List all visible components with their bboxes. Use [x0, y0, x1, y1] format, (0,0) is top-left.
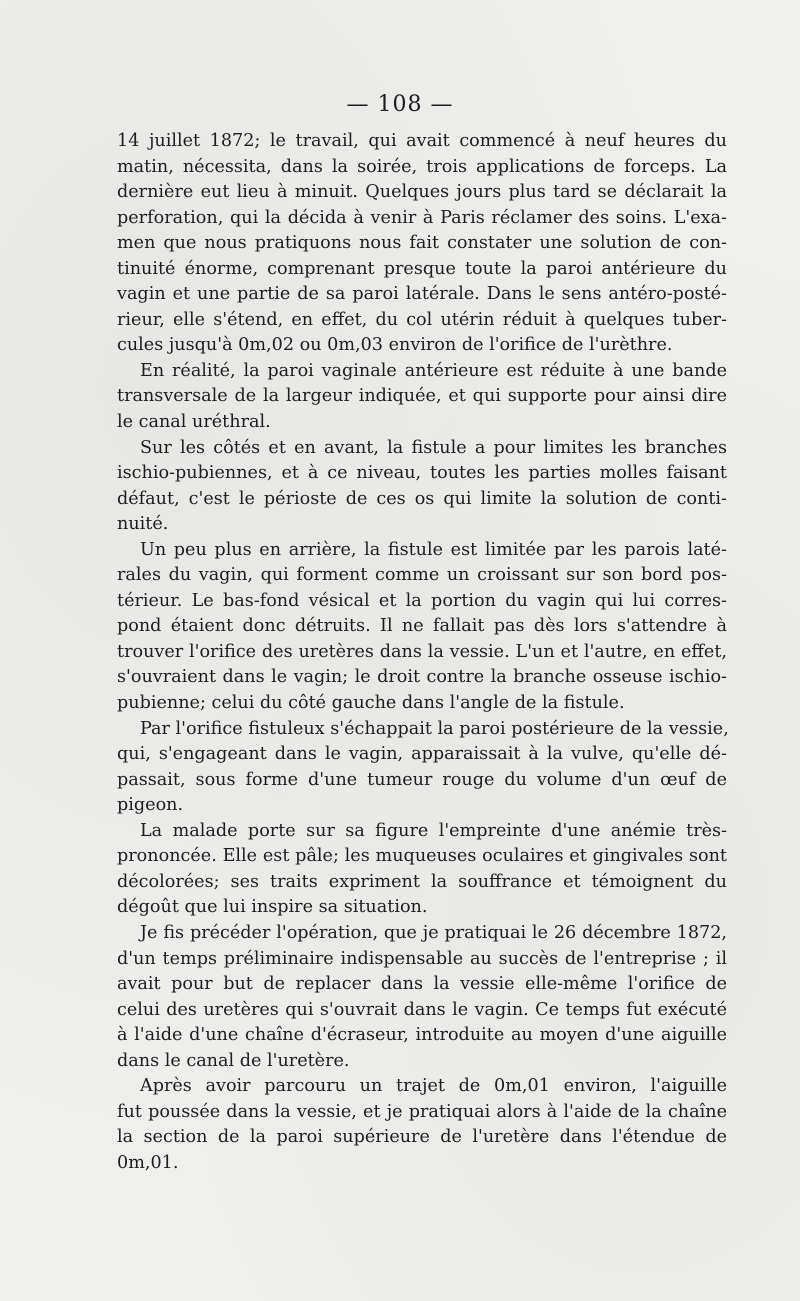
text-line: térieur. Le bas-fond vésical et la portion du vagin qui lui corres-: [117, 590, 727, 611]
text-line: rieur, elle s'étend, en effet, du col utérin réduit à quelques tuber-: [117, 309, 727, 330]
text-line: le canal uréthral.: [117, 412, 271, 433]
text-line: 0m,01.: [117, 1152, 179, 1173]
paragraph: [117, 1074, 727, 1176]
text-line: transversale de la largeur indiquée, et qui supporte pour ainsi dire: [117, 386, 727, 407]
text-line: pigeon.: [117, 795, 184, 816]
text-line: 14 juillet 1872; le travail, qui avait commencé à neuf heures du: [117, 131, 727, 151]
text-line: Après avoir parcouru un trajet de 0m,01 environ, l'aiguille: [140, 1076, 727, 1097]
text-line: Par l'orifice fistuleux s'échappait la paroi postérieure de la vessie,: [140, 718, 729, 739]
text-line: passait, sous forme d'une tumeur rouge du volume d'un œuf de: [117, 769, 727, 790]
text-line: Un peu plus en arrière, la fistule est limitée par les parois laté-: [140, 539, 727, 560]
paragraph: [117, 538, 727, 717]
text-line: perforation, qui la décida à venir à Paris réclamer des soins. L'exa-: [117, 207, 727, 228]
text-line: dernière eut lieu à minuit. Quelques jours plus tard se déclarait la: [117, 182, 727, 203]
text-line: dans le canal de l'uretère.: [117, 1050, 350, 1071]
text-line: rales du vagin, qui forment comme un croissant sur son bord pos-: [117, 565, 727, 586]
text-line: tinuité énorme, comprenant presque toute la paroi antérieure du: [117, 258, 727, 279]
text-line: défaut, c'est le périoste de ces os qui limite la solution de conti-: [117, 488, 727, 509]
text-line: Je fis précéder l'opération, que je pratiquai le 26 décembre 1872,: [140, 922, 727, 943]
text-line: Sur les côtés et en avant, la fistule a pour limites les branches: [140, 437, 727, 458]
text-line: la section de la paroi supérieure de l'uretère dans l'étendue de: [117, 1127, 727, 1148]
text-line: men que nous pratiquons nous fait constater une solution de con-: [117, 233, 727, 254]
body-text: [117, 129, 727, 1176]
paragraph: [117, 359, 727, 436]
text-line: trouver l'orifice des uretères dans la vessie. L'un et l'autre, en effet,: [117, 641, 727, 662]
text-line: pond étaient donc détruits. Il ne fallait pas dès lors s'attendre à: [117, 616, 727, 637]
text-line: dégoût que lui inspire sa situation.: [117, 897, 428, 918]
text-line: fut poussée dans la vessie, et je pratiquai alors à l'aide de la chaîne: [117, 1101, 727, 1122]
text-line: cules jusqu'à 0m,02 ou 0m,03 environ de l'orifice de l'urèthre.: [117, 335, 673, 356]
text-line: celui des uretères qui s'ouvrait dans le vagin. Ce temps fut exécuté: [117, 999, 727, 1020]
text-line: d'un temps préliminaire indispensable au succès de l'entreprise ; il: [117, 948, 727, 969]
page-number: — 108 —: [346, 92, 454, 117]
text-line: prononcée. Elle est pâle; les muqueuses oculaires et gingivales sont: [117, 846, 727, 867]
paragraph: [117, 819, 727, 921]
paragraph: [117, 717, 727, 819]
text-line: vagin et une partie de sa paroi latérale. Dans le sens antéro-posté-: [117, 284, 727, 305]
text-line: En réalité, la paroi vaginale antérieure est réduite à une bande: [140, 360, 727, 381]
text-line: s'ouvraient dans le vagin; le droit contre la branche osseuse ischio-: [117, 667, 727, 688]
paragraph: [117, 436, 727, 538]
paragraph: [117, 921, 727, 1074]
text-line: décolorées; ses traits expriment la souffrance et témoignent du: [117, 871, 727, 892]
text-line: pubienne; celui du côté gauche dans l'angle de la fistule.: [117, 693, 625, 714]
text-line: avait pour but de replacer dans la vessie elle-même l'orifice de: [117, 974, 727, 995]
text-line: à l'aide d'une chaîne d'écraseur, introduite au moyen d'une aiguille: [117, 1025, 727, 1046]
text-line: ischio-pubiennes, et à ce niveau, toutes les parties molles faisant: [117, 463, 727, 484]
paragraph: [117, 129, 727, 359]
text-line: nuité.: [117, 514, 169, 535]
text-line: La malade porte sur sa figure l'empreinte d'une anémie très-: [140, 820, 727, 841]
text-line: qui, s'engageant dans le vagin, apparaissait à la vulve, qu'elle dé-: [117, 744, 727, 765]
text-line: matin, nécessita, dans la soirée, trois applications de forceps. La: [117, 156, 727, 177]
